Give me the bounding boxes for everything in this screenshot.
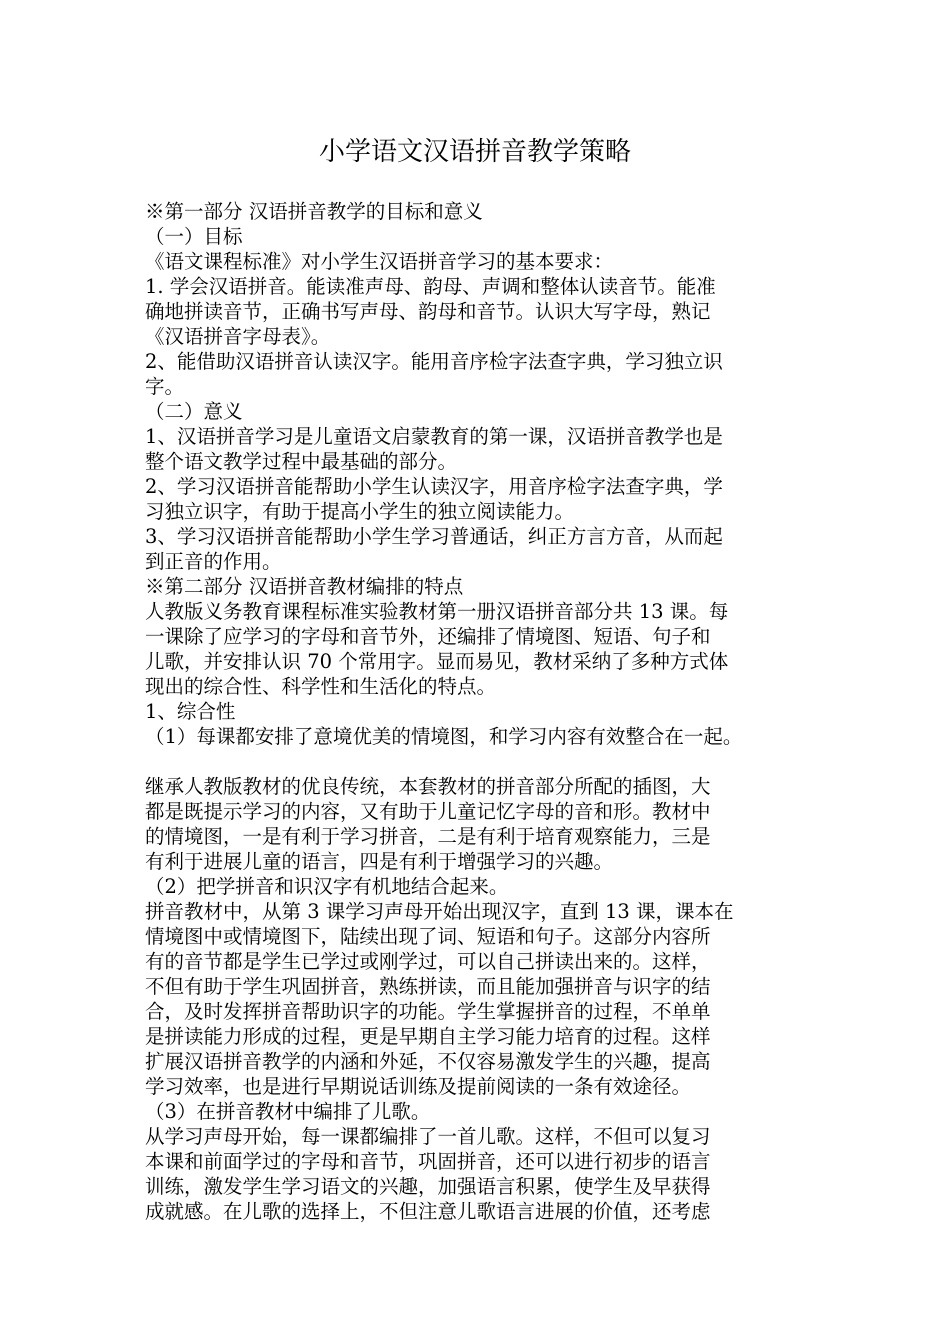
text-line: 的情境图，一是有利于学习拼音，二是有利于培育观察能力，三是 (145, 825, 711, 848)
text-line: 有利于进展儿童的语言，四是有利于增强学习的兴趣。 (145, 850, 614, 873)
text-line: 不但有助于学生巩固拼音，熟练拼读，而且能加强拼音与识字的结 (145, 975, 711, 998)
text-line: 成就感。在儿歌的选择上，不但注意儿歌语言进展的价值，还考虑 (145, 1200, 711, 1223)
text-line: 从学习声母开始，每一课都编排了一首儿歌。这样，不但可以复习 (145, 1125, 711, 1148)
text-line: 习独立识字，有助于提高小学生的独立阅读能力。 (145, 500, 575, 523)
text-line: 确地拼读音节，正确书写声母、韵母和音节。认识大写字母，熟记 (145, 300, 711, 323)
text-line: 训练，激发学生学习语文的兴趣，加强语言积累，使学生及早获得 (145, 1175, 711, 1198)
text-line: 本课和前面学过的字母和音节，巩固拼音，还可以进行初步的语言 (145, 1150, 711, 1173)
page-title: 小学语文汉语拼音教学策略 (318, 137, 631, 167)
text-line: （1）每课都安排了意境优美的情境图，和学习内容有效整合在一起。 (145, 725, 743, 748)
text-line: 字。 (145, 375, 185, 398)
text-line: 整个语文教学过程中最基础的部分。 (145, 450, 458, 473)
text-line: 合，及时发挥拼音帮助识字的功能。学生掌握拼音的过程，不单单 (145, 1000, 711, 1023)
text-line: 1、汉语拼音学习是儿童语文启蒙教育的第一课，汉语拼音教学也是 (145, 425, 723, 448)
text-line: 《汉语拼音字母表》。 (145, 325, 331, 348)
text-line: 儿歌，并安排认识 70 个常用字。显而易见，教材采纳了多种方式体 (145, 650, 729, 673)
text-line: （3）在拼音教材中编排了儿歌。 (145, 1100, 431, 1123)
text-line: 1、综合性 (145, 700, 236, 723)
text-line: 都是既提示学习的内容，又有助于儿童记忆字母的音和形。教材中 (145, 800, 711, 823)
text-line: 人教版义务教育课程标准实验教材第一册汉语拼音部分共 13 课。每 (145, 600, 729, 623)
text-line: 2、学习汉语拼音能帮助小学生认读汉字，用音序检字法查字典，学 (145, 475, 723, 498)
text-line: （二）意义 (145, 400, 243, 423)
text-line: 《语文课程标准》对小学生汉语拼音学习的基本要求： (145, 250, 614, 273)
text-line: ※第二部分 汉语拼音教材编排的特点 (145, 575, 464, 598)
text-line: 继承人教版教材的优良传统，本套教材的拼音部分所配的插图，大 (145, 775, 711, 798)
text-line: 到正音的作用。 (145, 550, 282, 573)
text-line: 1. 学会汉语拼音。能读准声母、韵母、声调和整体认读音节。能准 (145, 275, 716, 298)
text-line: 3、学习汉语拼音能帮助小学生学习普通话，纠正方言方音，从而起 (145, 525, 723, 548)
text-line: 一课除了应学习的字母和音节外，还编排了情境图、短语、句子和 (145, 625, 711, 648)
text-line: 有的音节都是学生已学过或刚学过，可以自己拼读出来的。这样， (145, 950, 711, 973)
text-line: 现出的综合性、科学性和生活化的特点。 (145, 675, 497, 698)
text-line: 2、能借助汉语拼音认读汉字。能用音序检字法查字典，学习独立识 (145, 350, 723, 373)
text-line: 学习效率，也是进行早期说话训练及提前阅读的一条有效途径。 (145, 1075, 692, 1098)
document-body (145, 199, 810, 1224)
text-line: 是拼读能力形成的过程，更是早期自主学习能力培育的过程。这样 (145, 1025, 711, 1048)
text-line: 情境图中或情境图下，陆续出现了词、短语和句子。这部分内容所 (145, 925, 711, 948)
text-line: ※第一部分 汉语拼音教学的目标和意义 (145, 200, 483, 223)
text-line: （2）把学拼音和识汉字有机地结合起来。 (145, 875, 509, 898)
text-line: 扩展汉语拼音教学的内涵和外延，不仅容易激发学生的兴趣，提高 (145, 1050, 711, 1073)
text-line: 拼音教材中，从第 3 课学习声母开始出现汉字，直到 13 课，课本在 (145, 900, 734, 923)
text-line: （一）目标 (145, 225, 243, 248)
blank-line (145, 749, 810, 774)
